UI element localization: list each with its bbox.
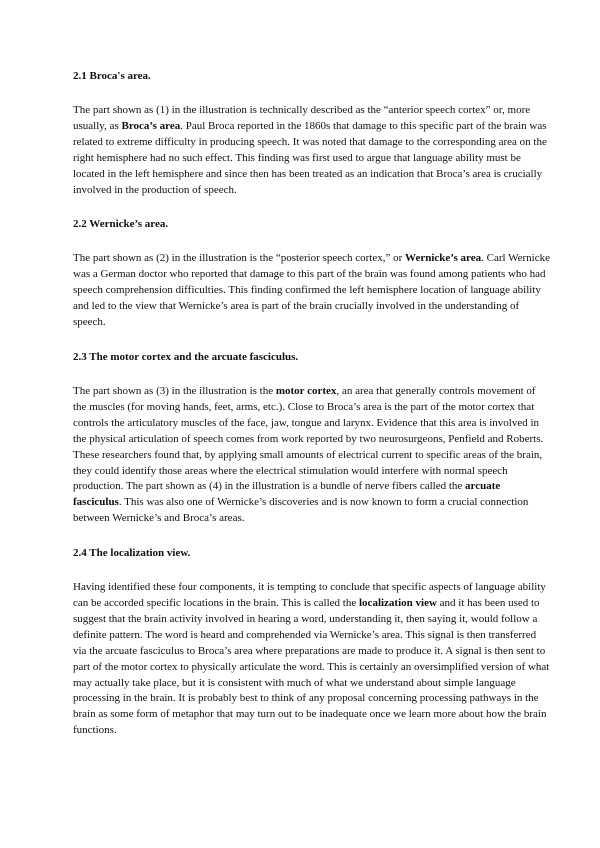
key-term: Wernicke’s area (405, 252, 482, 265)
text-run: . Paul Broca reported in the 1860s that damage to this specific part of the brain was related to extreme difficulty in producing speech. It was noted that damage to the corresponding area on the right hemisphere had no such effect. This finding was first used to argue that language ability must be located in the left hemisphere and since then has been treated as an indication that Broca’s area is crucially involved in the production of speech. (73, 119, 547, 196)
text-run: The part shown as (1) in the illustration is technically described as the “anterior speech cortex” or, more usually, as (73, 104, 531, 132)
text-run: and it has been used to suggest that the brain activity involved in hearing a word, understanding it, then saying it, would follow a definite pattern. The word is heard and comprehended via Wernicke’s area. This signal is then transferred via the arcuate fasciculus to Broca’s area where preparations are made to produce it. A signal is then sent to part of the motor cortex to physically articulate the word. This is certainly an oversimplified version of what may actually take place, but it is consistent with much of what we understand about simple language processing in the brain. It is probably best to think of any proposal concerning processing pathways in the brain as some form of metaphor that may turn out to be inadequate once we learn more about how the brain functions. (73, 597, 550, 737)
text-run: , an area that generally controls movement of the muscles (for moving hands, feet, arms, etc.). Close to Broca’s area is the part of the motor cortex that controls the articulatory muscles of the face, jaw, tongue and larynx. Evidence that this area is involved in the physical articulation of speech comes from work reported by two neurosurgeons, Penfield and Roberts. These researchers found that, by applying small amounts of electrical current to specific areas of the brain, they could identify those areas where the electrical stimulation would interfere with normal speech production. The part shown as (4) in the illustration is a bundle of nerve fibers called the (73, 384, 544, 493)
section-heading: 2.4 The localization view. (73, 547, 191, 560)
section-brocas-area (73, 69, 550, 198)
section-paragraph (73, 251, 550, 331)
text-run: The part shown as (3) in the illustration is the (73, 384, 276, 397)
section-motor-cortex (73, 350, 550, 527)
text-run: The part shown as (2) in the illustration is the “posterior speech cortex,” or (73, 252, 406, 265)
section-heading: 2.2 Wernicke’s area. (73, 218, 169, 231)
section-localization-view (73, 546, 550, 739)
section-heading: 2.3 The motor cortex and the arcuate fasciculus. (73, 350, 299, 363)
key-term: localization view (359, 597, 437, 610)
section-wernickes-area (73, 217, 550, 331)
key-term: Broca’s area (121, 119, 181, 132)
key-term: motor cortex (275, 384, 337, 397)
key-term: arcuate fasciculus (73, 480, 501, 509)
section-paragraph (73, 384, 550, 527)
text-run: . Carl Wernicke was a German doctor who reported that damage to this part of the brain was found among patients who had speech comprehension difficulties. This finding confirmed the left hemisphere location of language ability and led to the view that Wernicke’s area is part of the brain crucially involved in the understanding of speech. (73, 252, 550, 329)
text-run: Having identified these four components, it is tempting to conclude that specific aspects of language ability can be accorded specific locations in the brain. This is called the (73, 581, 546, 610)
section-paragraph (73, 103, 550, 198)
section-heading: 2.1 Broca's area. (73, 70, 151, 82)
section-paragraph (73, 580, 550, 739)
text-run: . This was also one of Wernicke’s discoveries and is now known to form a crucial connection between Wernicke’s and Broca’s areas. (73, 496, 529, 525)
